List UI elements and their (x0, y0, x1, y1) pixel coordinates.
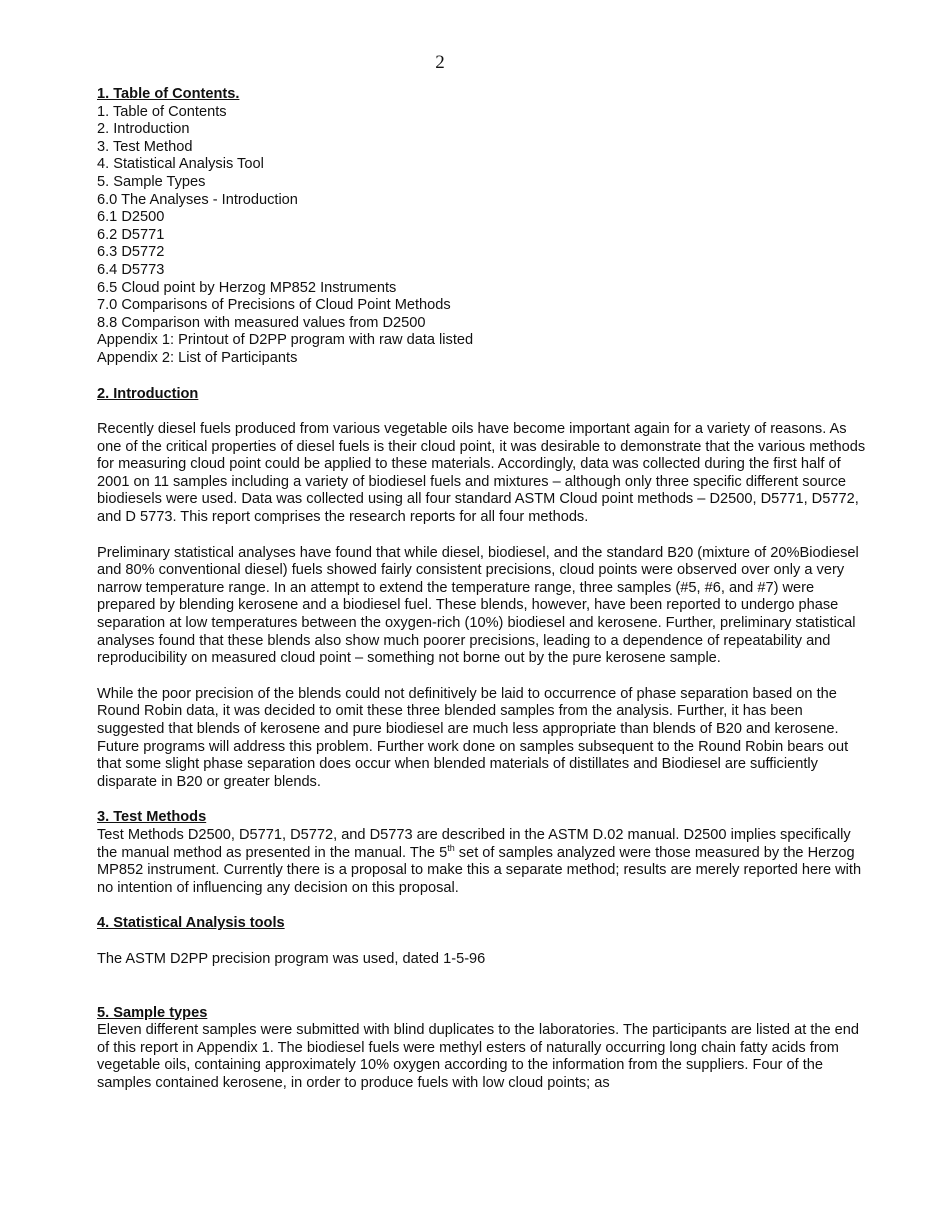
test-methods-text-before: Test Methods D2500, D5771, D5772, and D5773 are described in the ASTM D.02 manual. D2500 implies specifically the manual method as presented in the manual. The 5 (97, 826, 851, 861)
introduction-heading: 2. Introduction (97, 385, 199, 402)
toc-item: 3. Test Method (97, 138, 193, 155)
sample-types-paragraph: Eleven different samples were submitted with blind duplicates to the laboratories. The participants are listed at the end of this report in Appendix 1. The biodiesel fuels were methyl esters of naturally occurring long chain fatty acids from vegetable oils, containing approximately 10% oxygen according to the information from the suppliers. Four of the samples contained kerosene, in order to produce fuels with low cloud points; as (97, 1022, 860, 1091)
test-methods-paragraph (97, 827, 867, 897)
toc-item: Appendix 1: Printout of D2PP program with raw data listed (97, 332, 474, 349)
sample-types-heading: 5. Sample types (97, 1004, 208, 1021)
toc-item: 6.0 The Analyses - Introduction (97, 191, 298, 208)
statistical-tools-heading: 4. Statistical Analysis tools (97, 915, 285, 932)
test-methods-superscript: th (447, 842, 455, 853)
toc-item: 6.1 D2500 (97, 209, 165, 226)
toc-item: 2. Introduction (97, 121, 190, 138)
toc-item: 5. Sample Types (97, 173, 206, 190)
test-methods-heading: 3. Test Methods (97, 809, 207, 826)
toc-item: 7.0 Comparisons of Precisions of Cloud Point Methods (97, 297, 451, 314)
introduction-paragraph: While the poor precision of the blends could not definitively be laid to occurrence of phase separation based on the Round Robin data, it was decided to omit these three blended samples from the analysis. Further, it has been suggested that blends of kerosene and pure biodiesel are much less appropriate than blends of B20 and kerosene. Future programs will address this problem. Further work done on samples subsequent to the Round Robin bears out that some slight phase separation does occur when blended materials of distillates and Biodiesel are sufficiently disparate in B20 or greater blends. (97, 685, 849, 790)
introduction-paragraph: Recently diesel fuels produced from various vegetable oils have become important again for a variety of reasons. As one of the critical properties of diesel fuels is their cloud point, it was desirable to demonstrate that the various methods for measuring cloud point could be applied to these materials. Accordingly, data was collected during the first half of 2001 on 11 samples including a variety of biodiesel fuels and mixtures – although only three specific different source biodiesels were used. Data was collected using all four standard ASTM Cloud point methods – D2500, D5771, D5772, and D 5773. This report comprises the research reports for all four methods. (97, 421, 866, 526)
page-number: 2 (435, 52, 445, 73)
toc-item: 6.2 D5771 (97, 226, 165, 243)
toc-heading: 1. Table of Contents. (97, 86, 240, 102)
toc-item: 6.4 D5773 (97, 261, 165, 278)
toc-item: 4. Statistical Analysis Tool (97, 156, 264, 173)
toc-item: 6.3 D5772 (97, 244, 165, 261)
page-content (97, 86, 867, 1093)
toc-item: 8.8 Comparison with measured values from D2500 (97, 314, 426, 331)
toc-list (97, 104, 867, 368)
introduction-paragraph: Preliminary statistical analyses have found that while diesel, biodiesel, and the standard B20 (mixture of 20%Biodiesel and 80% conventional diesel) fuels showed fairly consistent precisions, cloud points were observed over only a very narrow temperature range. In an attempt to extend the temperature range, three samples (#5, #6, and #7) were prepared by blending kerosene and a biodiesel fuel. These blends, however, have been reported to undergo phase separation at low temperatures between the oxygen-rich (10%) biodiesel and kerosene. Further, preliminary statistical analyses found that these blends also show much poorer precisions, leading to a dependence of repeatability and reproducibility on measured cloud point – something not borne out by the pure kerosene sample. (97, 544, 859, 667)
statistical-tools-paragraph: The ASTM D2PP precision program was used, dated 1-5-96 (97, 950, 486, 967)
test-methods-text-after: set of samples analyzed were those measured by the Herzog MP852 instrument. Currently there is a proposal to make this a separate method; results are merely reported here with no intention of influencing any decision on this proposal. (97, 844, 862, 896)
toc-item: 1. Table of Contents (97, 103, 227, 120)
toc-item: Appendix 2: List of Participants (97, 349, 298, 366)
toc-item: 6.5 Cloud point by Herzog MP852 Instruments (97, 279, 397, 296)
